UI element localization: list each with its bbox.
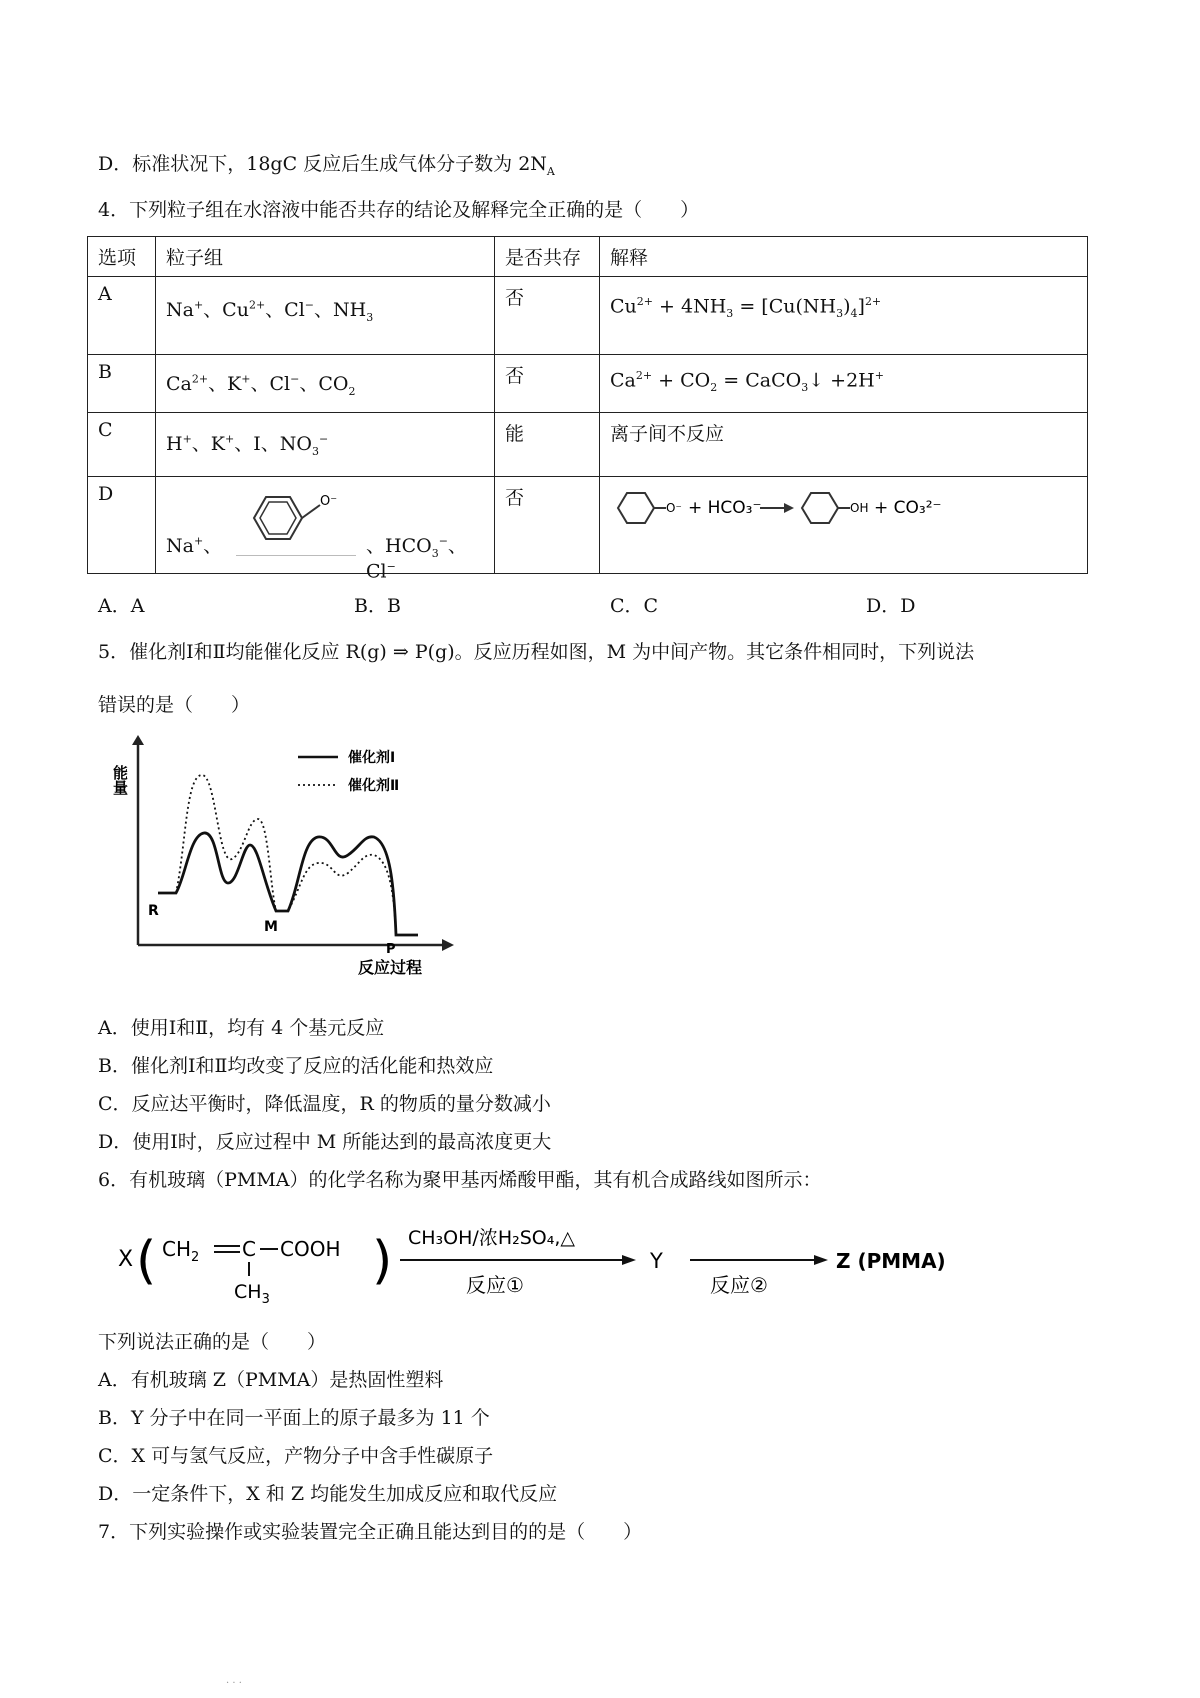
svg-text:O⁻: O⁻: [320, 494, 338, 509]
row-a-particles: Na+、$Cu^{2+}$、Cl−、$NH_3$: [156, 277, 495, 355]
header-particles: 粒子组: [156, 237, 495, 277]
energy-profile-diagram: [98, 735, 458, 995]
scheme-x: X: [118, 1247, 134, 1272]
page-mark: · · ·: [226, 1678, 242, 1689]
q3-option-d: D．标准状况下，18gC 反应后生成气体分子数为 $2N_A$: [98, 153, 555, 178]
row-d-option: D: [88, 477, 156, 574]
q6-option-d[interactable]: D．一定条件下，X 和 Z 均能发生加成反应和取代反应: [98, 1483, 558, 1505]
scheme-y: Y: [650, 1249, 663, 1273]
reaction-1-label: 反应①: [466, 1273, 524, 1297]
q5-stem-continued: 错误的是（ ）: [98, 694, 251, 716]
table-row-b: [88, 355, 1088, 413]
scheme-z: Z (PMMA): [836, 1249, 946, 1273]
reaction-1-condition: CH₃OH/浓H₂SO₄,△: [408, 1227, 576, 1249]
header-option: 选项: [88, 237, 156, 277]
svg-text:OH: OH: [850, 501, 869, 515]
q4-stem: 4．下列粒子组在水溶液中能否共存的结论及解释完全正确的是（ ）: [98, 199, 700, 221]
q4-choice-c[interactable]: C．C: [610, 595, 659, 617]
row-b-coexist: 否: [495, 355, 600, 413]
q6-option-c[interactable]: C．X 可与氢气反应，产物分子中含手性碳原子: [98, 1445, 494, 1467]
phenoxide-structure-icon: [234, 483, 364, 553]
q5-stem: 5．催化剂Ⅰ和Ⅱ均能催化反应 R(g) ⇒ P(g)。反应历程如图，M 为中间产物。其它条件相同时，下列说法: [98, 641, 975, 663]
svg-text:): ): [372, 1231, 393, 1291]
y-axis-label: 能量: [111, 765, 129, 795]
table-row-a: [88, 277, 1088, 355]
phenoxide-reaction-icon: [610, 483, 990, 533]
label-m: M: [264, 919, 278, 935]
header-coexist: 是否共存: [495, 237, 600, 277]
q6-stem: 6．有机玻璃（PMMA）的化学名称为聚甲基丙烯酸甲酯，其有机合成路线如图所示：: [98, 1169, 822, 1191]
row-c-option: C: [88, 413, 156, 477]
svg-text:CH3: $CH_3$: [234, 1281, 270, 1307]
svg-text:(: (: [136, 1231, 157, 1291]
row-c-explain: 离子间不反应: [600, 413, 1088, 477]
x-axis-label: 反应过程: [358, 958, 423, 977]
table-row-d: [88, 477, 1088, 574]
pmma-synthesis-scheme: [110, 1212, 946, 1312]
q5-option-b[interactable]: B．催化剂Ⅰ和Ⅱ均改变了反应的活化能和热效应: [98, 1055, 494, 1077]
row-d-coexist: 否: [495, 477, 600, 574]
q4-choice-b[interactable]: B．B: [354, 595, 401, 617]
table-row-c: [88, 413, 1088, 477]
q6-option-b[interactable]: B．Y 分子中在同一平面上的原子最多为 11 个: [98, 1407, 490, 1429]
q5-option-a[interactable]: A．使用Ⅰ和Ⅱ，均有 4 个基元反应: [98, 1017, 385, 1039]
header-explain: 解释: [600, 237, 1088, 277]
table-header-row: [88, 237, 1088, 277]
legend-catalyst-2: 催化剂Ⅱ: [348, 778, 400, 794]
label-r: R: [148, 903, 159, 919]
catalyst-1-curve: [158, 833, 418, 935]
row-b-option: B: [88, 355, 156, 413]
q5-option-d[interactable]: D．使用Ⅰ时，反应过程中 M 所能达到的最高浓度更大: [98, 1131, 552, 1153]
svg-text:+ CO₃²⁻: + CO₃²⁻: [874, 498, 942, 518]
q6-sub-stem: 下列说法正确的是（ ）: [98, 1331, 327, 1353]
row-d-explain: [600, 477, 1088, 574]
catalyst-2-curve: [176, 775, 396, 935]
row-a-option: A: [88, 277, 156, 355]
row-c-particles: H+、K+、I、$NO_3^-$: [156, 413, 495, 477]
row-b-particles: $Ca^{2+}$、K+、Cl−、$CO_2$: [156, 355, 495, 413]
q4-choice-a[interactable]: A．A: [98, 595, 145, 617]
scheme-cooh: COOH: [280, 1237, 341, 1261]
q7-stem: 7．下列实验操作或实验装置完全正确且能达到目的的是（ ）: [98, 1521, 643, 1543]
row-b-explain: $Ca^{2+} + CO_2$ = CaCO$_3$↓ +2H+: [600, 355, 1088, 413]
row-a-coexist: 否: [495, 277, 600, 355]
svg-text:CH2: $CH_2$: [162, 1237, 200, 1265]
scheme-c: C: [242, 1237, 256, 1261]
q5-option-c[interactable]: C．反应达平衡时，降低温度，R 的物质的量分数减小: [98, 1093, 551, 1115]
row-c-coexist: 能: [495, 413, 600, 477]
reaction-2-label: 反应②: [710, 1273, 768, 1297]
q4-table: [87, 236, 1088, 583]
q4-choice-d[interactable]: D．D: [866, 595, 916, 617]
q6-option-a[interactable]: A．有机玻璃 Z（PMMA）是热固性塑料: [98, 1369, 444, 1391]
row-a-explain: $Cu^{2+} + 4NH_3 = [Cu(NH_3)_4]^{2+}$: [600, 277, 1088, 355]
row-d-particles: Na+、 O⁻ 、$HCO_3^-$、Cl−: [156, 477, 495, 574]
svg-text:O⁻: O⁻: [666, 501, 682, 515]
label-p: P: [386, 942, 396, 957]
legend-catalyst-1: 催化剂Ⅰ: [348, 750, 396, 766]
svg-text:+ HCO₃⁻: + HCO₃⁻: [688, 498, 762, 518]
